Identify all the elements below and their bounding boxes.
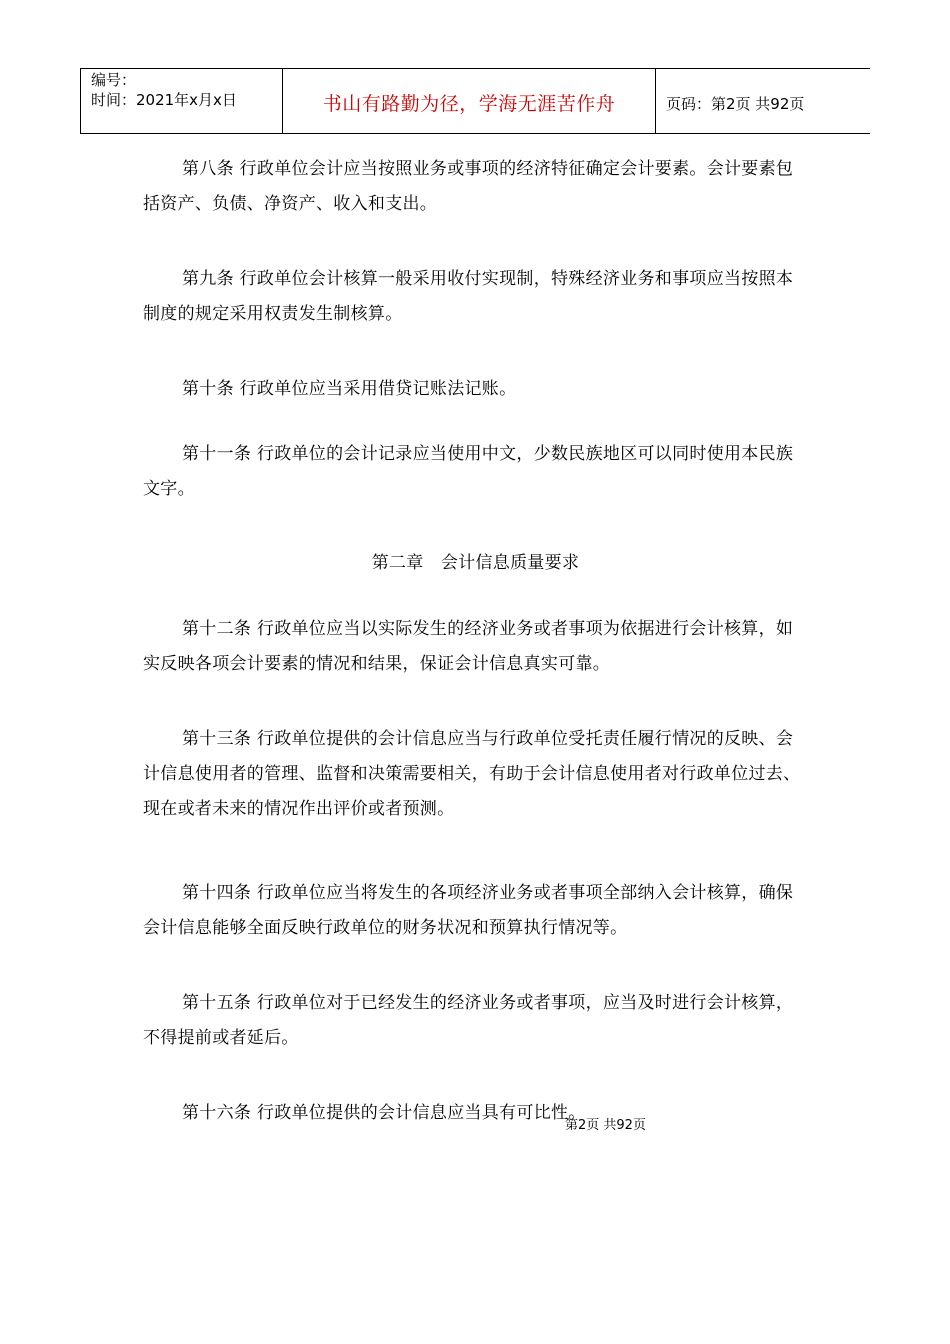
article-15: 第十五条 行政单位对于已经发生的经济业务或者事项，应当及时进行会计核算，不得提前或者延后。 — [143, 993, 794, 1048]
header-left-cell — [81, 69, 283, 133]
article-8: 第八条 行政单位会计应当按照业务或事项的经济特征确定会计要素。会计要素包括资产、负债、净资产、收入和支出。 — [143, 159, 794, 214]
time-label: 时间：2021年x月x日 — [91, 91, 237, 109]
article-10: 第十条 行政单位应当采用借贷记账法记账。 — [182, 379, 517, 399]
article-12: 第十二条 行政单位应当以实际发生的经济业务或者事项为依据进行会计核算，如实反映各项会计要素的情况和结果，保证会计信息真实可靠。 — [143, 619, 794, 674]
header-page-info: 页码：第2页 共92页 — [666, 95, 805, 113]
chapter-title: 第二章 会计信息质量要求 — [371, 553, 580, 573]
article-16: 第十六条 行政单位提供的会计信息应当具有可比性。 — [182, 1103, 586, 1123]
header-motto: 书山有路勤为径，学海无涯苦作舟 — [322, 93, 616, 115]
article-11: 第十一条 行政单位的会计记录应当使用中文，少数民族地区可以同时使用本民族文字。 — [143, 444, 794, 499]
article-9: 第九条 行政单位会计核算一般采用收付实现制，特殊经济业务和事项应当按照本制度的规定采用权责发生制核算。 — [143, 269, 794, 324]
number-label: 编号： — [91, 71, 137, 89]
header-page-cell — [656, 69, 871, 133]
article-14: 第十四条 行政单位应当将发生的各项经济业务或者事项全部纳入会计核算，确保会计信息能够全面反映行政单位的财务状况和预算执行情况等。 — [143, 883, 794, 938]
document-header — [80, 68, 870, 134]
header-motto-cell — [283, 69, 656, 133]
article-13: 第十三条 行政单位提供的会计信息应当与行政单位受托责任履行情况的反映、会计信息使用者的管理、监督和决策需要相关，有助于会计信息使用者对行政单位过去、现在或者未来的情况作出评价或者预测。 — [143, 729, 801, 819]
page-footer: 第2页 共92页 — [565, 1118, 646, 1133]
